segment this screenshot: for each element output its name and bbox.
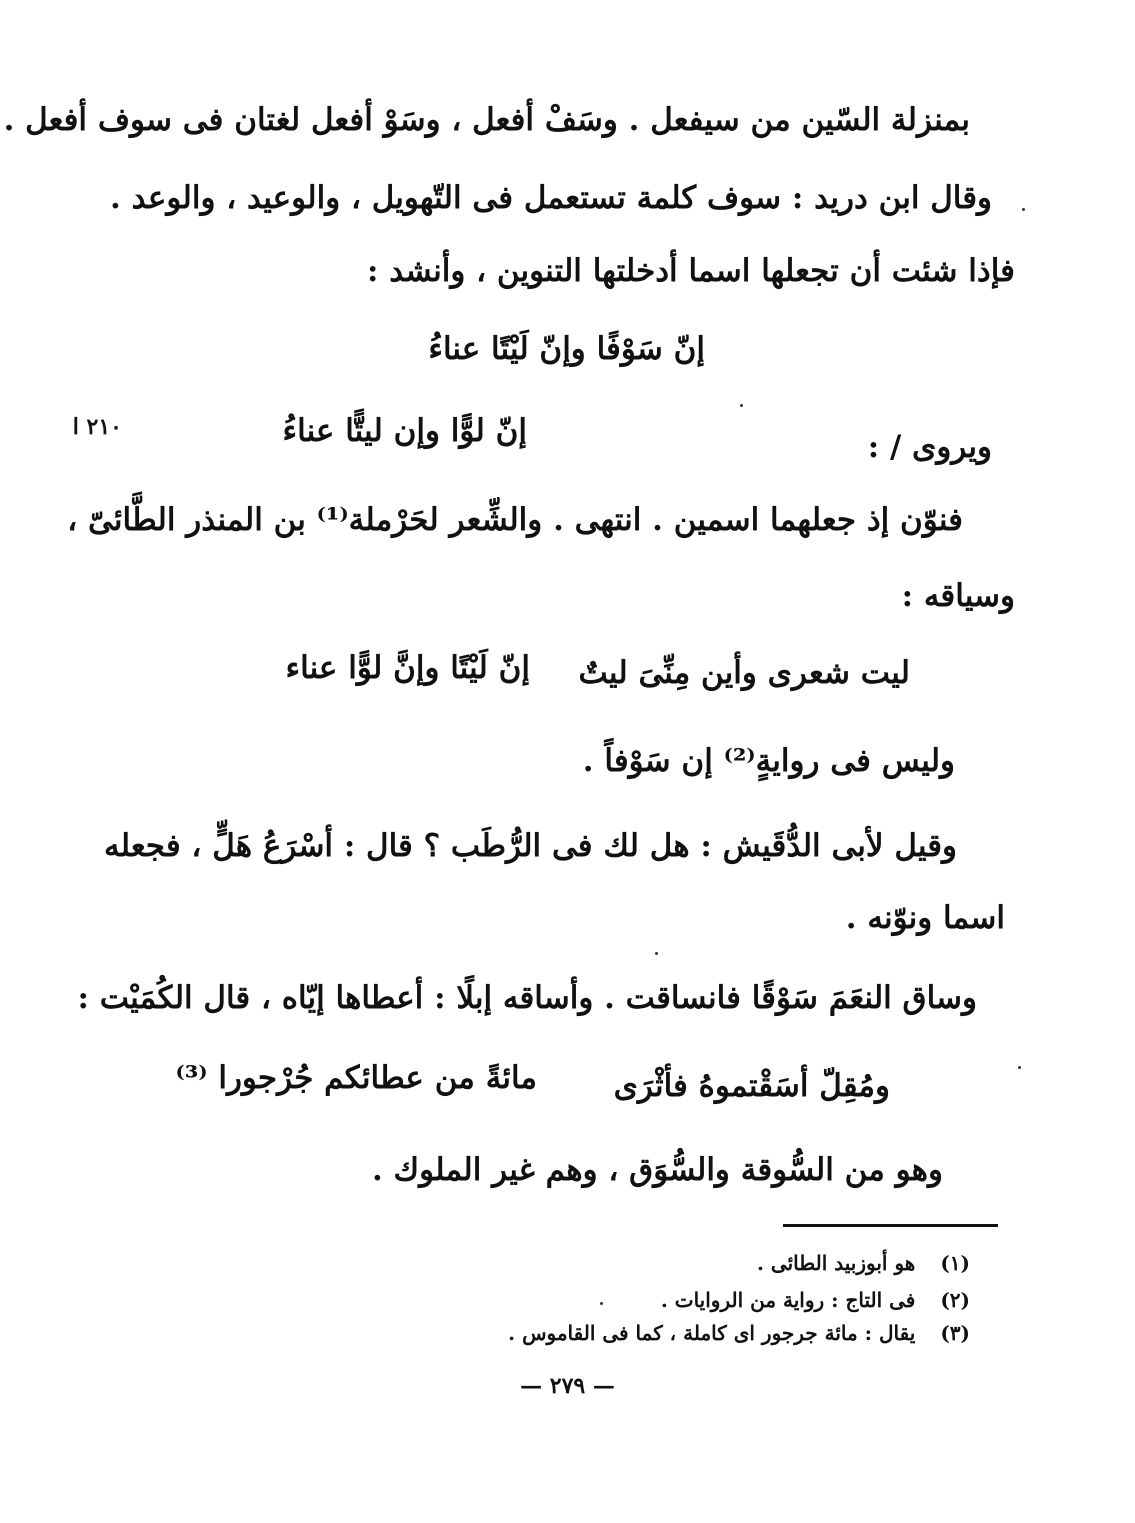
verse-line-3-right: ومُقِلّ أسَقْتموهُ فأثْرَى	[613, 1068, 890, 1104]
text-line-9: وليس فى روايةٍ⁽²⁾ إن سَوْفاً .	[582, 743, 955, 779]
text-line-3: فإذا شئت أن تجعلها اسما أدخلتها التنوين ، وأنشد :	[366, 253, 1015, 289]
speck	[740, 404, 743, 407]
speck	[600, 1302, 603, 1305]
verse-line-3-left: مائةً من عطائكم جُرْجورا ⁽³⁾	[175, 1060, 537, 1096]
footnote-3	[508, 1320, 970, 1346]
text-line-5-intro: ويروى / :	[867, 429, 992, 465]
speck	[1018, 1066, 1021, 1069]
verse-line-5: إنّ لوًّا وإن ليتًّا عناءُ	[282, 413, 527, 449]
text-line-7: وسياقه :	[901, 578, 1015, 614]
footnote-2-text: فى التاج : رواية من الروايات .	[660, 1288, 916, 1312]
text-line-12: وساق النعَمَ سَوْقًا فانساقت . وأساقه إبلًا : أعطاها إيّاه ، قال الكُمَيْت :	[77, 980, 977, 1016]
page-number: — ٢٧٩ —	[520, 1373, 615, 1399]
footnote-2	[661, 1287, 970, 1313]
footnote-separator	[783, 1224, 998, 1227]
verse-line-2-right: ليت شعرى وأين مِنِّىَ ليتٌ	[578, 655, 910, 691]
speck	[655, 952, 658, 955]
footnote-2-number: (٢)	[940, 1288, 970, 1312]
footnote-1	[757, 1250, 970, 1276]
footnote-1-text: هو أبوزبيد الطائى .	[757, 1251, 916, 1275]
verse-line-1: إنّ سَوْفًا وإنّ لَيْتًا عناءُ	[428, 331, 705, 367]
margin-folio-number: ٢١٠ ا	[72, 414, 122, 440]
text-line-1: بمنزلة السّين من سيفعل . وسَفْ أفعل ، وسَوْ أفعل لغتان فى سوف أفعل .	[3, 102, 970, 138]
footnote-1-number: (١)	[940, 1251, 970, 1275]
verse-line-2-left: إنّ لَيْتًا وإنَّ لوًّا عناء	[285, 650, 530, 686]
text-line-14: وهو من السُّوقة والسُّوَق ، وهم غير الملوك .	[371, 1152, 943, 1188]
text-line-11: اسما ونوّنه .	[845, 900, 1005, 936]
text-line-2: وقال ابن دريد : سوف كلمة تستعمل فى التّهويل ، والوعيد ، والوعد .	[110, 180, 992, 216]
text-line-10: وقيل لأبى الدُّقَيش : هل لك فى الرُّطَب ؟ قال : أسْرَعُ هَلٍّ ، فجعله	[103, 828, 957, 864]
footnote-3-number: (٣)	[940, 1321, 970, 1345]
text-line-6: فنوّن إذ جعلهما اسمين . انتهى . والشِّعر لحَرْملة⁽¹⁾ بن المنذر الطَّائىّ ،	[67, 502, 963, 538]
speck	[1022, 208, 1025, 211]
footnote-3-text: يقال : مائة جرجور اى كاملة ، كما فى القاموس .	[508, 1321, 916, 1345]
